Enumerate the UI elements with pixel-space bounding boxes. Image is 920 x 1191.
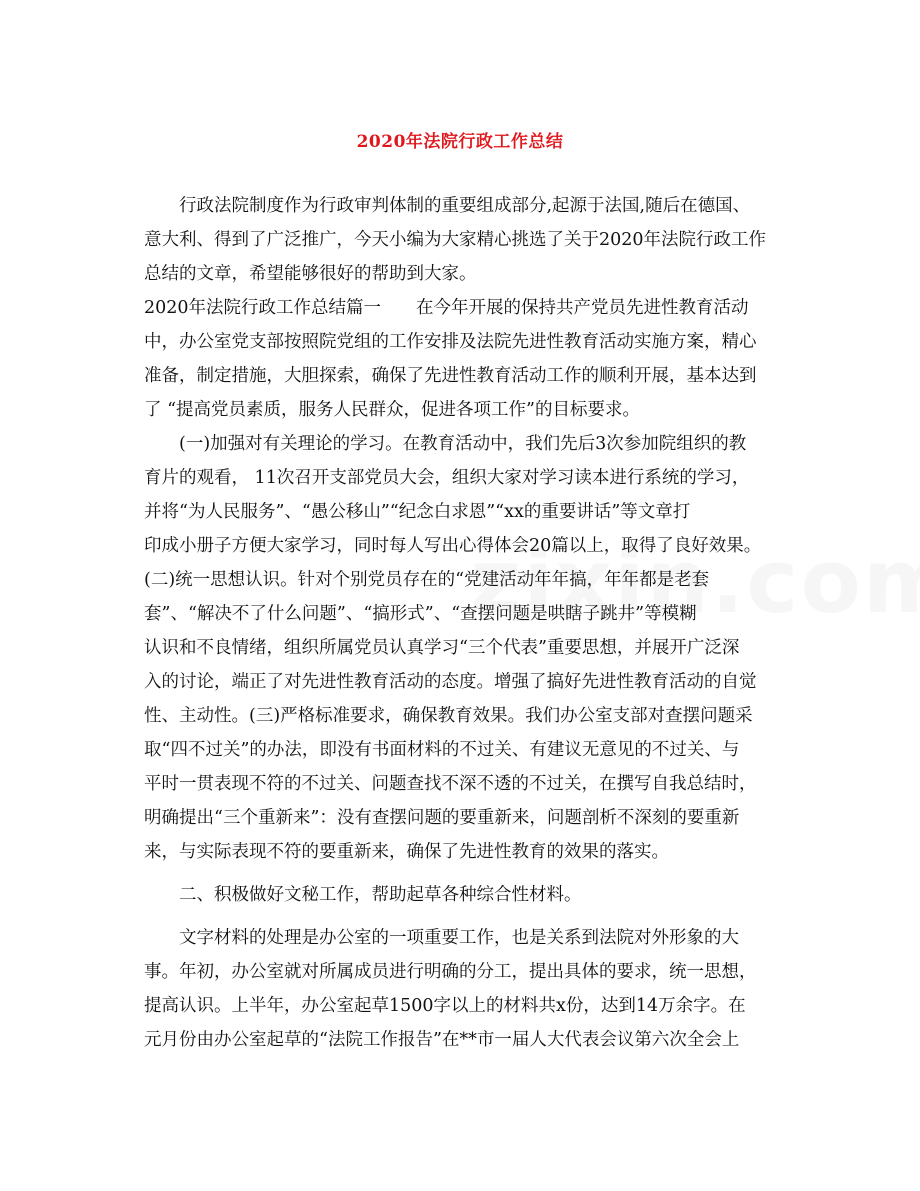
body-line: 套”、“解决不了什么问题”、“搞形式”、“查摆问题是哄瞎子跳井”等模糊 bbox=[144, 604, 697, 624]
body-line: 印成小册子方便大家学习，同时每人写出心得体会20篇以上，取得了良好效果。 bbox=[144, 536, 762, 556]
body-line: 元月份由办公室起草的“法院工作报告”在**市一届人大代表会议第六次全会上 bbox=[144, 1030, 740, 1050]
body-line: 二、积极做好文秘工作，帮助起草各种综合性材料。 bbox=[144, 885, 582, 905]
body-line: 平时一贯表现不符的不过关、问题查找不深不透的不过关，在撰写自我总结时， bbox=[144, 774, 757, 794]
body-line: 明确提出“三个重新来”：没有查摆问题的要重新来，问题剖析不深刻的要重新 bbox=[144, 808, 740, 828]
body-line: 了 “提高党员素质，服务人民群众，促进各项工作”的目标要求。 bbox=[144, 400, 640, 420]
body-line: 准备，制定措施，大胆探索，确保了先进性教育活动工作的顺利开展，基本达到 bbox=[144, 366, 757, 386]
body-line: 行政法院制度作为行政审判体制的重要组成部分,起源于法国,随后在德国、 bbox=[144, 196, 751, 216]
body-line: 认识和不良情绪，组织所属党员认真学习“三个代表”重要思想，并展开广泛深 bbox=[144, 638, 740, 658]
body-line: 总结的文章，希望能够很好的帮助到大家。 bbox=[144, 264, 477, 284]
body-line: 取“四不过关”的办法，即没有书面材料的不过关、有建议无意见的不过关、与 bbox=[144, 740, 740, 760]
body-line: 育片的观看， 11次召开支部党员大会，组织大家对学习读本进行系统的学习， bbox=[144, 468, 750, 488]
body-line: 事。年初，办公室就对所属成员进行明确的分工，提出具体的要求，统一思想， bbox=[144, 962, 757, 982]
body-line: 意大利、得到了广泛推广，今天小编为大家精心挑选了关于2020年法院行政工作 bbox=[144, 230, 767, 250]
body-line: 2020年法院行政工作总结篇一 在今年开展的保持共产党员先进性教育活动 bbox=[144, 298, 749, 318]
body-line: 文字材料的处理是办公室的一项重要工作，也是关系到法院对外形象的大 bbox=[144, 928, 739, 948]
document-title: 2020年法院行政工作总结 bbox=[356, 132, 564, 152]
body-line: 提高认识。上半年，办公室起草1500字以上的材料共x份，达到14万余字。在 bbox=[144, 996, 746, 1016]
body-line: 并将“为人民服务”、“愚公移山”“纪念白求恩”“xx的重要讲话”等文章打 bbox=[144, 502, 691, 522]
body-line: 入的讨论，端正了对先进性教育活动的态度。增强了搞好先进性教育活动的自觉 bbox=[144, 672, 757, 692]
body-line: 中，办公室党支部按照院党组的工作安排及法院先进性教育活动实施方案，精心 bbox=[144, 332, 757, 352]
body-line: (一)加强对有关理论的学习。在教育活动中，我们先后3次参加院组织的教 bbox=[144, 434, 747, 454]
body-line: 来，与实际表现不符的要重新来，确保了先进性教育的效果的落实。 bbox=[144, 842, 669, 862]
body-line: 性、主动性。(三)严格标准要求，确保教育效果。我们办公室支部对查摆问题采 bbox=[144, 706, 753, 726]
body-line: (二)统一思想认识。针对个别党员存在的“党建活动年年搞，年年都是老套 bbox=[144, 570, 710, 590]
